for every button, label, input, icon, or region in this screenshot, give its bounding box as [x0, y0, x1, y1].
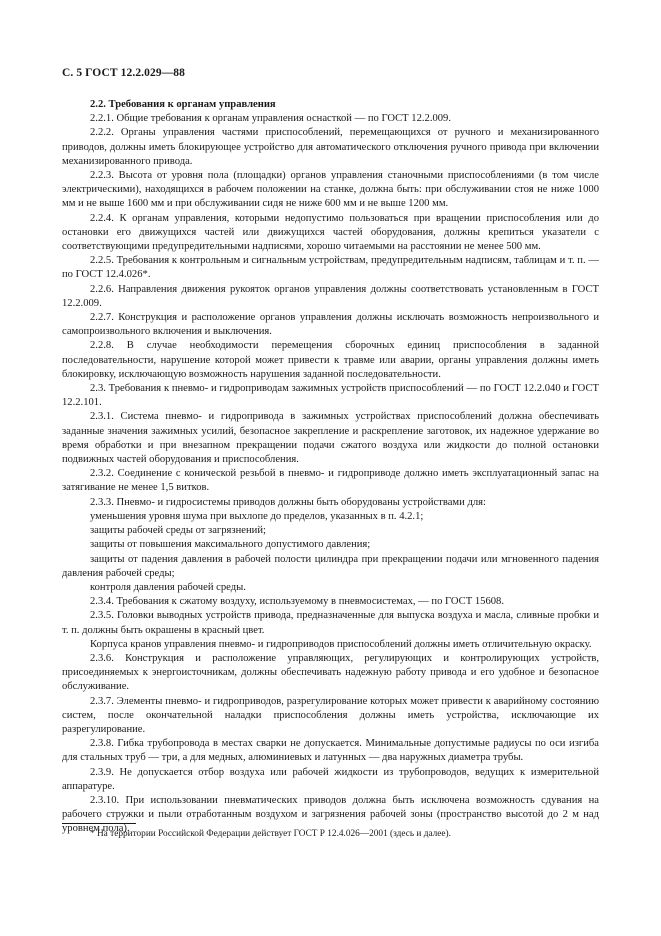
paragraph-2-3-6: 2.3.6. Конструкция и расположение управляющих, регулирующих и контролирующих устройств, присоединяемых к энергоисточникам, должны обеспечивать надежную работу привода и его удобное и безопасное обслуживание.: [62, 652, 599, 693]
paragraph-2-3-10: 2.3.10. При использовании пневматических приводов должна быть исключена возможность сдувания на рабочего стружки и пыли отработанным воздухом и загрязнения рабочей зоны (пространство высотой до 2 м над уровнем пола).: [62, 794, 599, 835]
section-heading: 2.2. Требования к органам управления: [90, 99, 276, 110]
body-text: [62, 98, 599, 837]
list-item: контроля давления рабочей среды.: [90, 581, 246, 593]
paragraph-2-3-8: 2.3.8. Гибка трубопровода в местах сварки не допускается. Минимальные допустимые радиусы по оси изгиба для стальных труб — три, а для медных, алюминиевых и латунных — два наружных диаметра трубы.: [62, 738, 599, 764]
paragraph-2-2-1: 2.2.1. Общие требования к органам управления оснасткой — по ГОСТ 12.2.009.: [90, 113, 452, 125]
paragraph-2-2-2: 2.2.2. Органы управления частями приспособлений, перемещающихся от ручного и механизированного приводов, должны иметь блокирующее устройство для автоматического отключения ручного привода при включении механизированного привода.: [62, 127, 599, 167]
paragraph-2-2-6: 2.2.6. Направления движения рукояток органов управления должны соответствовать установленным в ГОСТ 12.2.009.: [62, 283, 599, 309]
paragraph-2-2-7: 2.2.7. Конструкция и расположение органов управления должны исключать возможность непроизвольного и самопроизвольного включения и выключения.: [62, 312, 599, 338]
list-item: защиты от повышения максимального допустимого давления;: [90, 539, 371, 551]
running-head: С. 5 ГОСТ 12.2.029—88: [62, 67, 185, 79]
paragraph-2-3-2: 2.3.2. Соединение с конической резьбой в пневмо- и гидроприводе должно иметь эксплуатационный запас на затягивание не менее 1,5 витков.: [62, 468, 599, 494]
list-item: защиты рабочей среды от загрязнений;: [90, 525, 266, 537]
paragraph-2-3-1: 2.3.1. Система пневмо- и гидропривода в зажимных устройствах приспособлений должна обеспечивать заданные значения зажимных усилий, безопасное закрепление и раскрепление заготовок, их надежное удержание во время обработки и при внезапном прекращении подачи сжатого воздуха или жидкости до полной остановки подвижных частей оборудования и приспособления.: [62, 411, 599, 466]
footnote-divider: [62, 823, 136, 824]
paragraph-2-3-7: 2.3.7. Элементы пневмо- и гидроприводов, разрегулирование которых может привести к аварийному состоянию систем, после окончательной наладки приспособления должны иметь устройства, исключающие их разрегулирование.: [62, 695, 599, 735]
paragraph-2-2-5: 2.2.5. Требования к контрольным и сигнальным устройствам, предупредительным надписям, таблицам и т. п. — по ГОСТ 12.4.026*.: [62, 255, 599, 281]
paragraph-2-3: 2.3. Требования к пневмо- и гидроприводам зажимных устройств приспособлений — по ГОСТ 12.2.040 и ГОСТ 12.2.101.: [62, 383, 599, 409]
paragraph-2-3-9: 2.3.9. Не допускается отбор воздуха или рабочей жидкости из трубопроводов, ведущих к измерительной аппаратуре.: [62, 766, 599, 792]
paragraph-valve-housing: Корпуса кранов управления пневмо- и гидроприводов приспособлений должны иметь отличительную окраску.: [90, 638, 592, 650]
paragraph-2-3-4: 2.3.4. Требования к сжатому воздуху, используемому в пневмосистемах, — по ГОСТ 15608.: [90, 596, 504, 608]
paragraph-2-2-8: 2.2.8. В случае необходимости перемещения сборочных единиц приспособления в заданной последовательности, нарушение которой может привести к травме или аварии, органы управления должны иметь блокировку, исключающую возможность нарушения заданной последовательности.: [62, 340, 599, 380]
paragraph-2-2-3: 2.2.3. Высота от уровня пола (площадки) органов управления станочными приспособлениями (в том числе электрическими), находящихся в рабочем положении на станке, должна быть: при обслуживании стоя не ниже 1000 мм и не выше 1600 мм и при обслуживании сидя не ниже 600 мм и не выше 1200 мм.: [62, 170, 599, 210]
footnote: * На территории Российской Федерации действует ГОСТ Р 12.4.026—2001 (здесь и далее).: [90, 829, 451, 839]
paragraph-2-3-5: 2.3.5. Головки выводных устройств привода, предназначенные для выпуска воздуха и масла, сливные пробки и т. п. должны быть окрашены в красный цвет.: [62, 610, 599, 636]
paragraph-2-2-4: 2.2.4. К органам управления, которыми недопустимо пользоваться при вращении приспособления или до остановки его движущихся частей или движущихся частей оборудования, должны крепиться указатели с соответствующими предупредительными надписями, хорошо читаемыми на расстоянии не менее 500 мм.: [62, 212, 599, 253]
list-item: уменьшения уровня шума при выхлопе до пределов, указанных в п. 4.2.1;: [90, 510, 424, 522]
list-item: защиты от падения давления в рабочей полости цилиндра при прекращении подачи или мгновенного падения давления рабочей среды;: [62, 553, 599, 579]
paragraph-2-3-3: 2.3.3. Пневмо- и гидросистемы приводов должны быть оборудованы устройствами для:: [90, 496, 486, 508]
